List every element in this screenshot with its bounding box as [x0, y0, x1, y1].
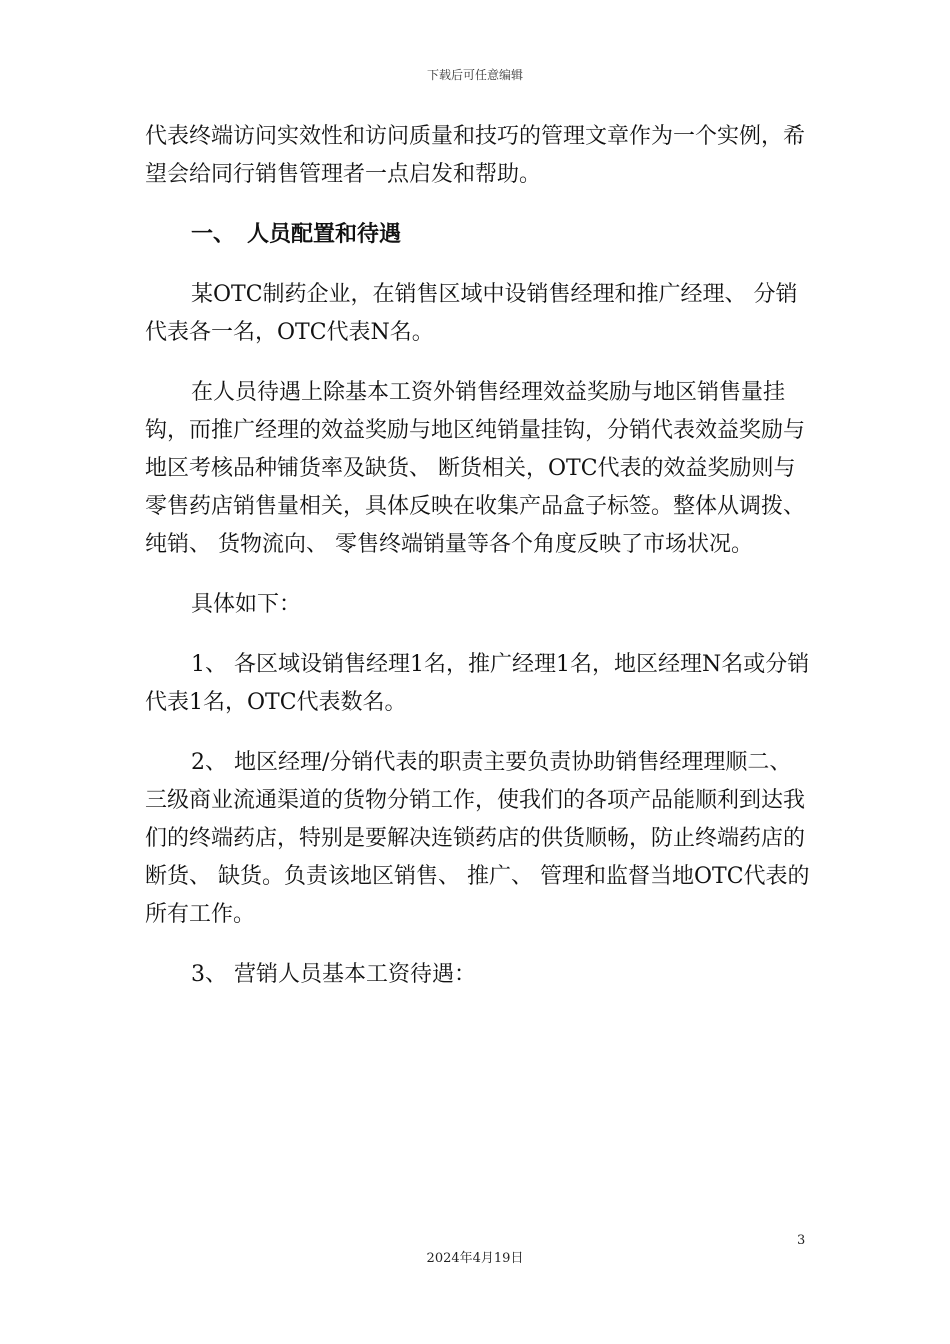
page-header: 下载后可任意编辑: [426, 68, 523, 82]
paragraph-compensation: 在人员待遇上除基本工资外销售经理效益奖励与地区销售量挂钩，而推广经理的效益奖励与地区纯销量挂钩，分销代表效益奖励与地区考核品种铺货率及缺货、 断货相关，OTC代表的效益奖励则与零售药店销售量相关，具体反映在收集产品盒子标签。整体从调拨、 纯销、 货物流向、 零售终端销量等各个角度反映了市场状况。: [145, 380, 806, 557]
paragraph-details-intro: 具体如下：: [191, 592, 302, 617]
paragraph-item-2: 2、 地区经理/分销代表的职责主要负责协助销售经理理顺二、 三级商业流通渠道的货物分销工作，使我们的各项产品能顺利到达我们的终端药店，特别是要解决连锁药店的供货顺畅，防止终端药店的断货、 缺货。负责该地区销售、 推广、 管理和监督当地OTC代表的所有工作。: [145, 750, 810, 927]
paragraph-item-3: 3、 营销人员基本工资待遇：: [191, 962, 476, 987]
section-number: 一、: [191, 222, 236, 247]
intro-paragraph: 代表终端访问实效性和访问质量和技巧的管理文章作为一个实例，希望会给同行销售管理者一点启发和帮助。: [145, 124, 806, 187]
paragraph-item-1: 1、 各区域设销售经理1名，推广经理1名，地区经理N名或分销代表1名，OTC代表数名。: [145, 652, 810, 715]
paragraph-staffing: 某OTC制药企业，在销售区域中设销售经理和推广经理、 分销代表各一名，OTC代表N名。: [145, 282, 798, 345]
section-heading: [145, 216, 813, 254]
section-title: 人员配置和待遇: [247, 222, 402, 247]
document-body: [145, 118, 813, 1016]
page-number: 3: [797, 1233, 806, 1248]
page-footer-date: 2024年4月19日: [426, 1251, 524, 1266]
